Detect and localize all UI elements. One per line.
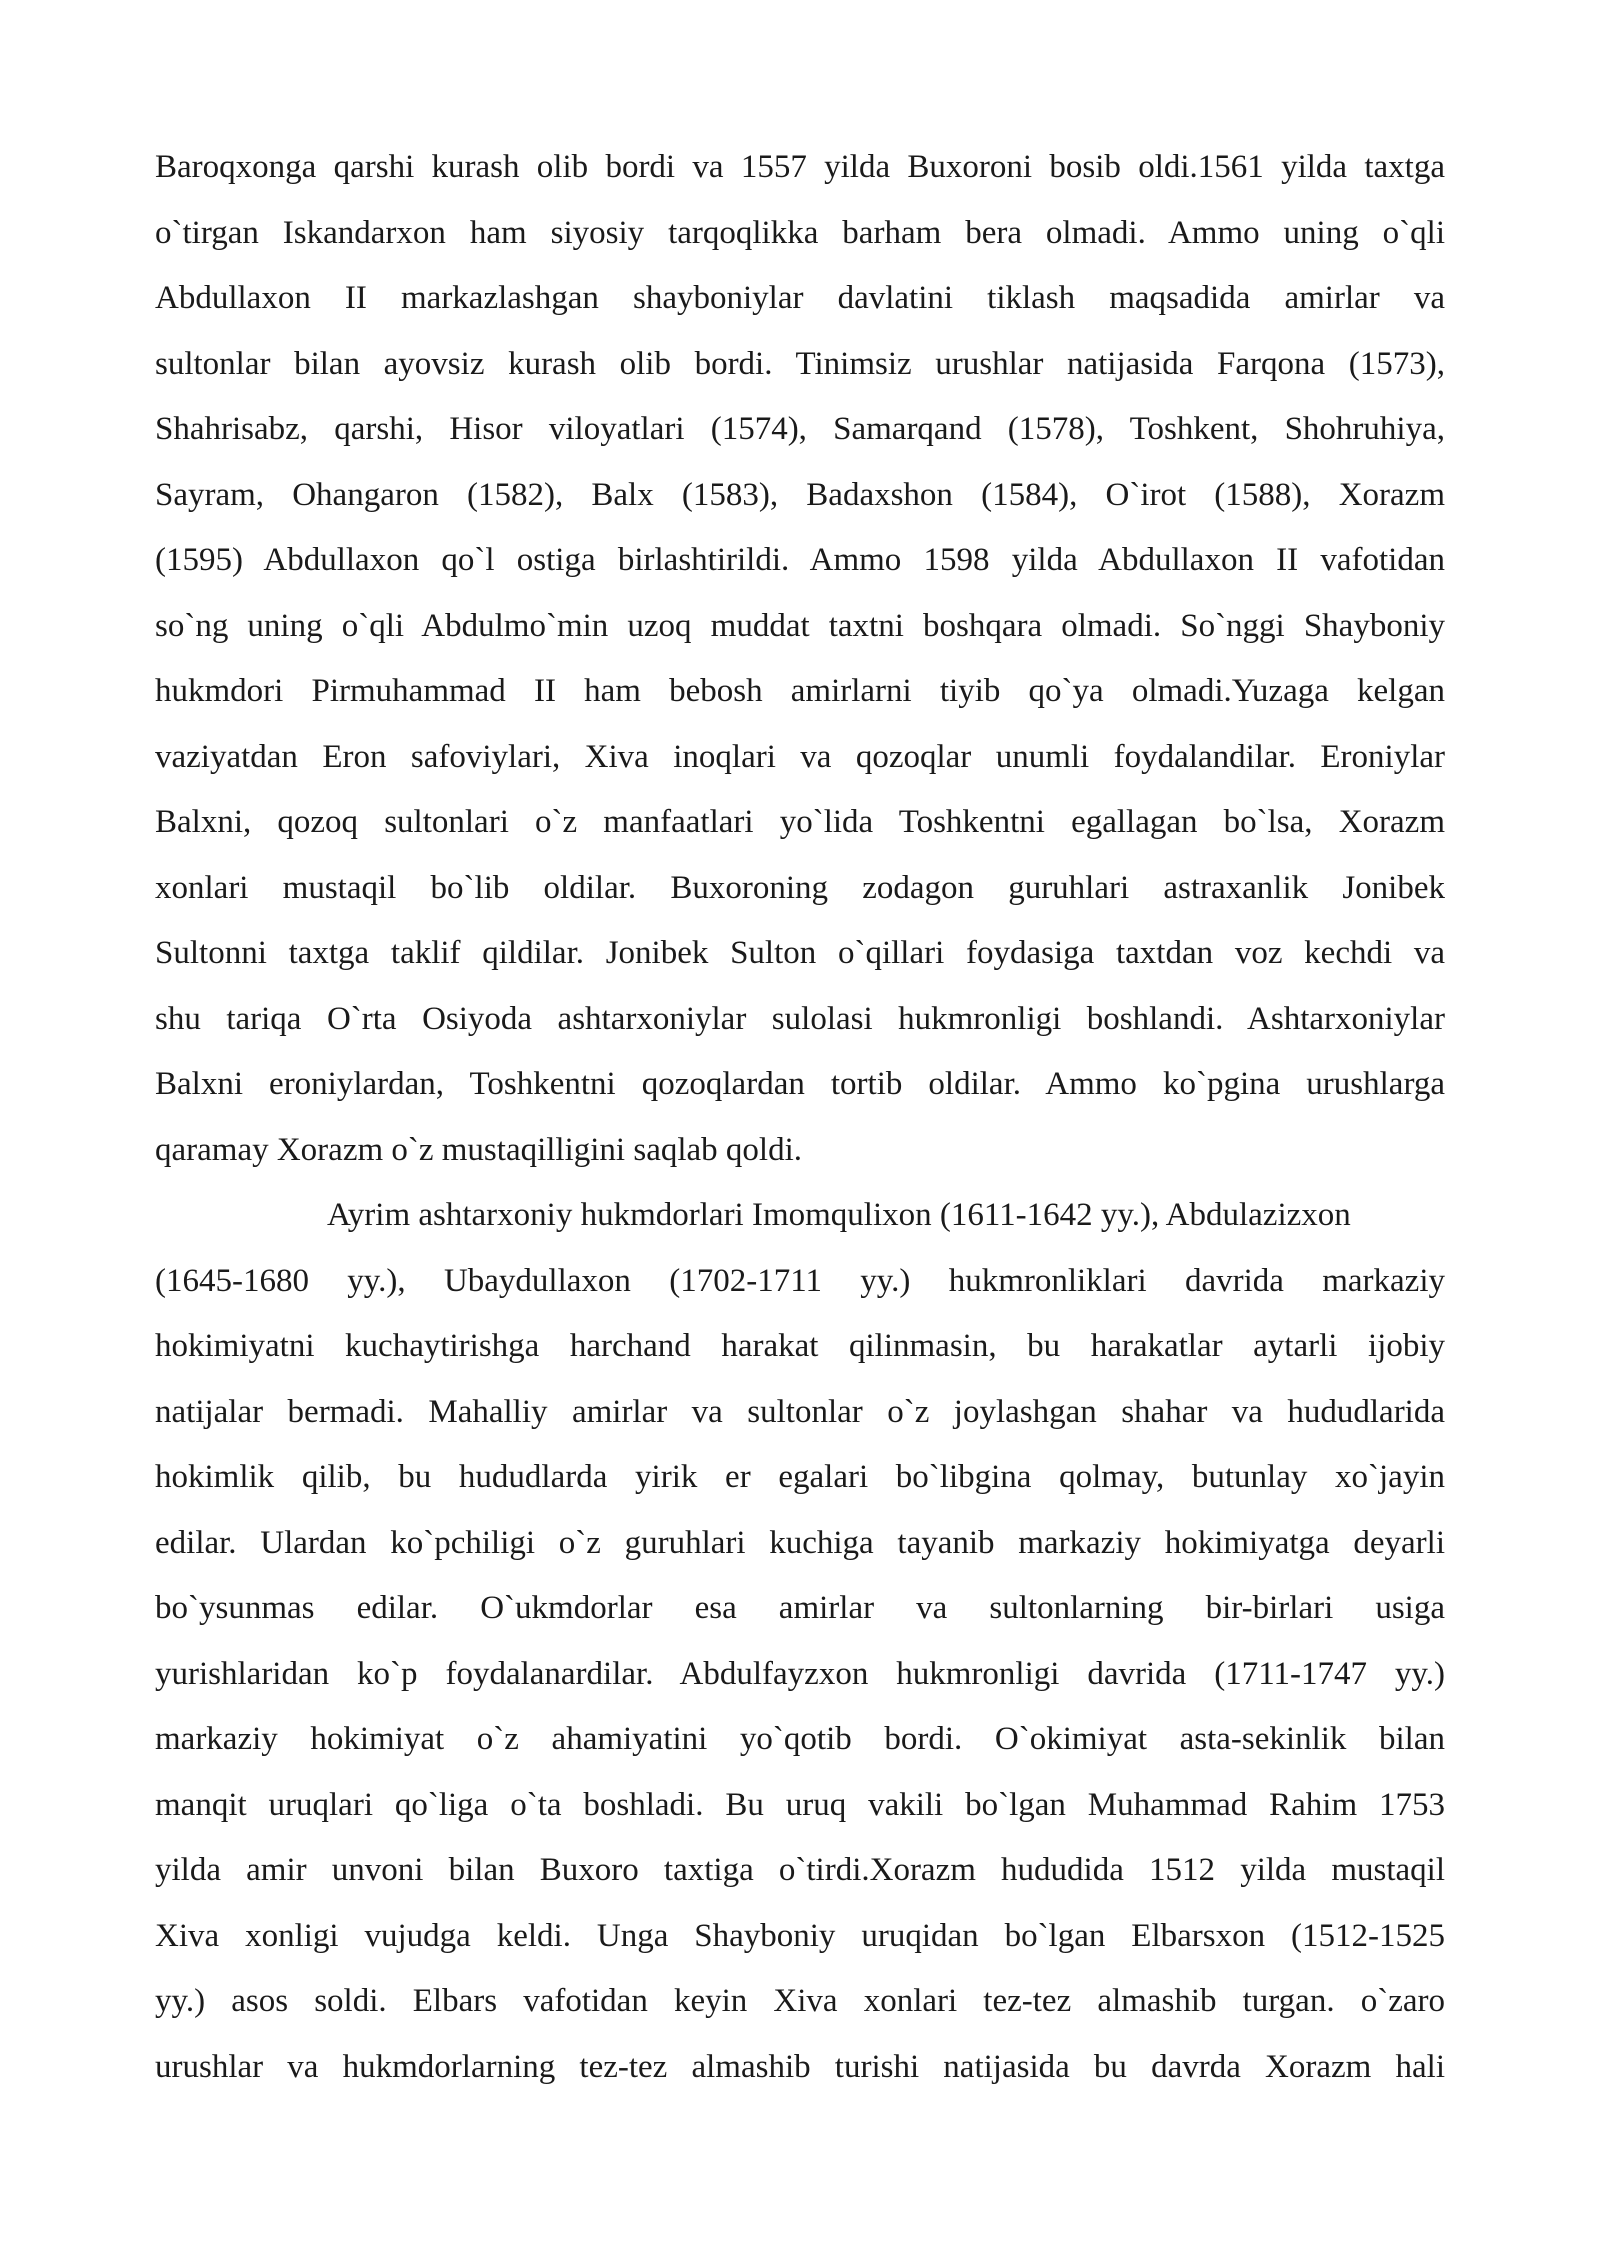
text-line: markaziy hokimiyat o`z ahamiyatini yo`qotib bordi. O`okimiyat asta-sekinlik bilan: [155, 1721, 1445, 1757]
document-page: [155, 135, 1445, 2100]
text-line: manqit uruqlari qo`liga o`ta boshladi. Bu uruq vakili bo`lgan Muhammad Rahim 1753: [155, 1786, 1445, 1823]
text-line: Sultonni taxtga taklif qildilar. Jonibek Sulton o`qillari foydasiga taxtdan voz kechdi va: [155, 935, 1445, 971]
text-line: sultonlar bilan ayovsiz kurash olib bordi. Tinimsiz urushlar natijasida Farqona (1573),: [155, 345, 1445, 382]
text-line: yy.) asos soldi. Elbars vafotidan keyin Xiva xonlari tez-tez almashib turgan. o`zaro: [155, 1983, 1445, 2019]
text-line: (1595) Abdullaxon qo`l ostiga birlashtirildi. Ammo 1598 yilda Abdullaxon II vafotidan: [155, 542, 1445, 578]
text-line: bo`ysunmas edilar. O`ukmdorlar esa amirlar va sultonlarning bir-birlari usiga: [155, 1590, 1445, 1626]
text-line: urushlar va hukmdorlarning tez-tez almashib turishi natijasida bu davrda Xorazm hali: [155, 2048, 1445, 2085]
text-line: Baroqxonga qarshi kurash olib bordi va 1557 yilda Buxoroni bosib oldi.1561 yilda taxtga: [155, 149, 1445, 185]
text-line: Xiva xonligi vujudga keldi. Unga Shayboniy uruqidan bo`lgan Elbarsxon (1512-1525: [155, 1917, 1445, 1954]
text-line: Balxni eroniylardan, Toshkentni qozoqlardan tortib oldilar. Ammo ko`pgina urushlarga: [155, 1066, 1445, 1102]
paragraph-shayboniy-decline: [155, 135, 1445, 1183]
text-line: natijalar bermadi. Mahalliy amirlar va sultonlar o`z joylashgan shahar va hududlarida: [155, 1393, 1445, 1430]
text-line: hukmdori Pirmuhammad II ham bebosh amirlarni tiyib qo`ya olmadi.Yuzaga kelgan: [155, 673, 1445, 709]
text-line: so`ng uning o`qli Abdulmo`min uzoq muddat taxtni boshqara olmadi. So`nggi Shayboniy: [155, 607, 1445, 644]
text-line: hokimlik qilib, bu hududlarda yirik er egalari bo`libgina qolmay, butunlay xo`jayin: [155, 1459, 1445, 1495]
paragraph-ashtarxoniy-rulers: [155, 1183, 1445, 2100]
text-line: Abdullaxon II markazlashgan shayboniylar davlatini tiklash maqsadida amirlar va: [155, 280, 1445, 316]
text-line: vaziyatdan Eron safoviylari, Xiva inoqlari va qozoqlar unumli foydalandilar. Eroniylar: [155, 738, 1445, 775]
text-line: Ayrim ashtarxoniy hukmdorlari Imomqulixon (1611-1642 yy.), Abdulazizxon: [327, 1197, 1351, 1233]
text-line: Sayram, Ohangaron (1582), Balx (1583), Badaxshon (1584), O`irot (1588), Xorazm: [155, 476, 1445, 513]
text-line: hokimiyatni kuchaytirishga harchand harakat qilinmasin, bu harakatlar aytarli ijobiy: [155, 1328, 1445, 1364]
text-line: edilar. Ulardan ko`pchiligi o`z guruhlari kuchiga tayanib markaziy hokimiyatga deyarli: [155, 1524, 1445, 1561]
text-line: Shahrisabz, qarshi, Hisor viloyatlari (1574), Samarqand (1578), Toshkent, Shohruhiya,: [155, 411, 1445, 447]
text-line: Balxni, qozoq sultonlari o`z manfaatlari yo`lida Toshkentni egallagan bo`lsa, Xorazm: [155, 804, 1445, 840]
text-line: (1645-1680 yy.), Ubaydullaxon (1702-1711 yy.) hukmronliklari davrida markaziy: [155, 1262, 1445, 1299]
text-line: o`tirgan Iskandarxon ham siyosiy tarqoqlikka barham bera olmadi. Ammo uning o`qli: [155, 214, 1445, 251]
text-line: yilda amir unvoni bilan Buxoro taxtiga o`tirdi.Xorazm hududida 1512 yilda mustaqil: [155, 1852, 1445, 1888]
text-line: yurishlaridan ko`p foydalanardilar. Abdulfayzxon hukmronligi davrida (1711-1747 yy.): [155, 1655, 1445, 1692]
text-line: qaramay Xorazm o`z mustaqilligini saqlab qoldi.: [155, 1131, 802, 1168]
text-line: xonlari mustaqil bo`lib oldilar. Buxoroning zodagon guruhlari astraxanlik Jonibek: [155, 869, 1445, 906]
text-line: shu tariqa O`rta Osiyoda ashtarxoniylar sulolasi hukmronligi boshlandi. Ashtarxoniylar: [155, 1000, 1445, 1037]
